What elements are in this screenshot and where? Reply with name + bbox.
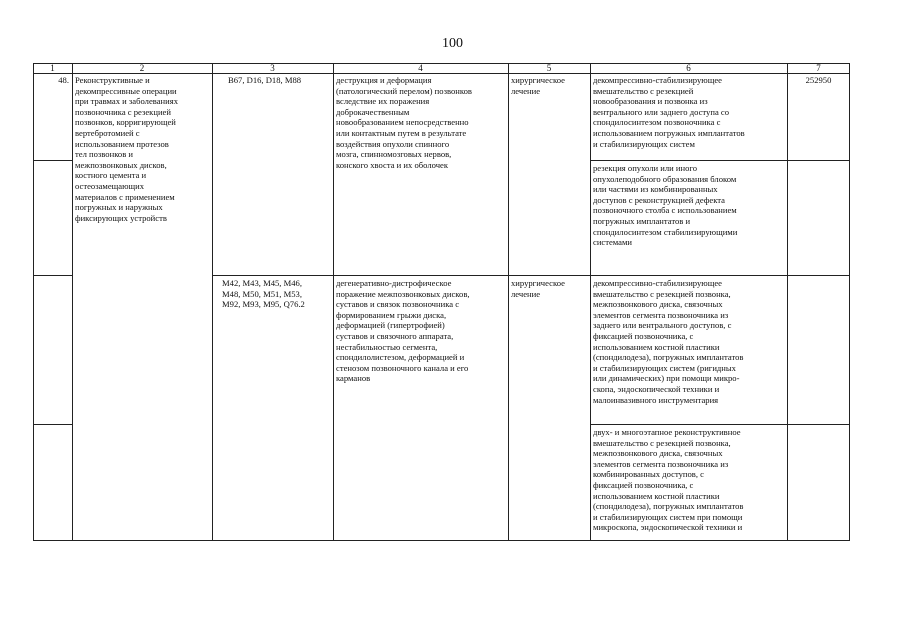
page-number: 100 [442,36,463,51]
column-header: 5 [546,63,552,73]
column-header: 1 [50,63,55,73]
column-divider [787,63,788,541]
column-header: 3 [270,63,275,73]
header-divider [33,73,850,74]
patient-model: дегенеративно-дистрофическое поражение межпозвонковых дисков, суставов и связок позвоночника с формированием грыжи диска, деформацией (гипертрофией) суставов и связочного аппарата, нестабильностью сегмента, спондилолистезом, деформацией и стенозом позвоночного канала и его карманов [336,278,470,384]
column-divider [212,63,213,541]
treatment-method: декомпрессивно-стабилизирующее вмешательство с резекцией позвонка, межпозвонкового диска, связочных элементов сегмента позвоночника из заднего или вентрального доступов, с фиксацией позвоночника, с использованием костной пластики (спондилодеза), погружных имплантатов и стабилизирующих систем (ригидных или динамических) при помощи микро- скопа, эндоскопической техники и малоинвазивного инструментария [593,278,744,405]
column-header: 4 [418,63,423,73]
column-divider [508,63,509,541]
row-divider [33,160,72,161]
hmp-name: Реконструктивные и декомпрессивные операции при травмах и заболеваниях позвоночника с резекцией позвонков, корригирующей вертебротомией с использованием протезов тел позвонков и межпозвонковых дисков, костного цемента и остеозамещающих материалов с применением погружных и наружных фиксирующих устройств [75,75,178,223]
column-header: 2 [139,63,145,73]
patient-model: деструкция и деформация (патологический перелом) позвонков вследствие их поражения доброкачественным новообразованием непосредственно или контактным путем в результате воздействия опухоли спинного мозга, спинномозговых нервов, конского хвоста и их оболочек [336,75,472,170]
column-header: 7 [816,63,821,73]
column-divider [590,63,591,541]
row-divider [212,275,850,276]
treatment-method: резекция опухоли или иного опухолеподобного образования блоком или частями из комбинированных доступов с реконструкцией дефекта позвоночного столба с использованием погружных имплантатов и спондилосинтезом стабилизирующими системами [593,163,738,248]
row-divider [590,424,850,425]
column-header: 6 [686,63,691,73]
icd-codes: M42, M43, M45, M46, M48, M50, M51, M53, M92, M93, M95, Q76.2 [222,278,305,310]
treatment-type: хирургическое лечение [511,75,565,96]
row-number: 48. [58,75,69,85]
row-divider [33,275,72,276]
treatment-method: двух- и многоэтапное реконструктивное вмешательство с резекцией позвонка, межпозвонкового диска, связочных элементов сегмента позвоночника из комбинированных доступов, с фиксацией позвоночника, с использованием костной пластики (спондилодеза), погружных имплантатов и стабилизирующих систем при помощи микроскопа, эндоскопической техники и [593,427,744,533]
row-divider [33,424,72,425]
column-divider [72,63,73,541]
treatment-method: декомпрессивно-стабилизирующее вмешательство с резекцией новообразования и позвонка из вентрального или заднего доступа со спондилосинтезом позвоночника с использованием погружных имплантатов и стабилизирующих систем [593,75,745,149]
treatment-type: хирургическое лечение [511,278,565,299]
row-divider [590,160,850,161]
column-divider [333,63,334,541]
icd-codes: B67, D16, D18, M88 [228,75,302,85]
tariff-value: 252950 [805,75,832,85]
